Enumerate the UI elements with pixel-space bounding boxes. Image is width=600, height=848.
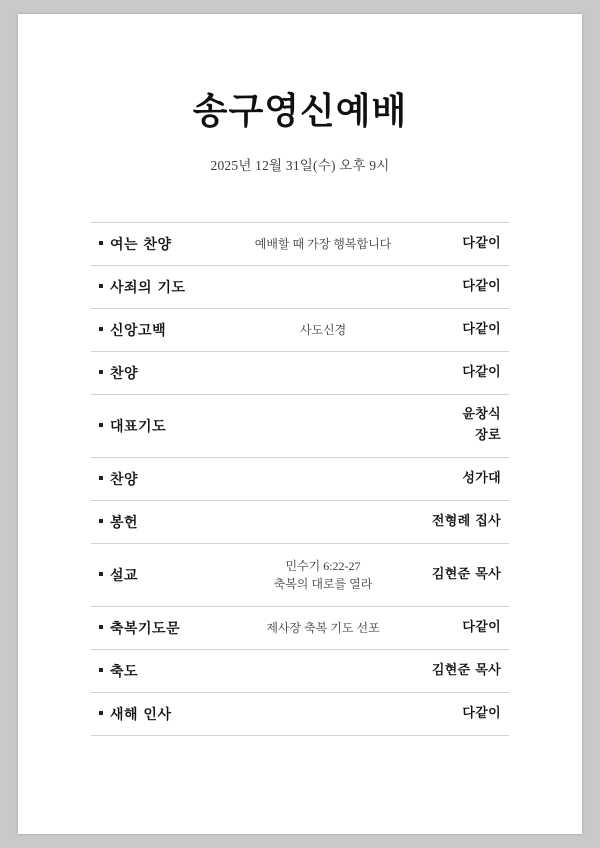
- table-row: [91, 352, 509, 395]
- order-label: 찬양: [110, 471, 139, 488]
- order-cell: [91, 618, 241, 638]
- person-cell: [405, 405, 509, 445]
- square-bullet-icon: [99, 284, 103, 288]
- order-cell: [91, 469, 241, 489]
- note-line: 제사장 축복 기도 선포: [266, 620, 380, 635]
- person-line: 김현준 목사: [431, 662, 501, 678]
- note-cell: [241, 667, 405, 675]
- person-cell: [405, 277, 509, 297]
- note-cell: [241, 422, 405, 430]
- note-cell: [241, 553, 405, 597]
- person-cell: [405, 618, 509, 638]
- person-line: 장로: [475, 427, 501, 443]
- note-cell: [241, 615, 405, 641]
- page-title: 송구영신예배: [192, 90, 408, 132]
- order-label: 축복기도문: [110, 620, 181, 637]
- note-line: 민수기 6:22-27: [285, 558, 361, 573]
- table-row: [91, 395, 509, 458]
- table-row: [91, 650, 509, 693]
- person-line: 다같이: [462, 705, 501, 721]
- person-line: 다같이: [462, 364, 501, 380]
- note-cell: [241, 369, 405, 377]
- person-cell: [405, 363, 509, 383]
- person-line: 다같이: [462, 321, 501, 337]
- table-row: [91, 222, 509, 266]
- person-cell: [405, 320, 509, 340]
- order-label: 축도: [110, 663, 139, 680]
- order-label: 찬양: [110, 365, 139, 382]
- note-cell: [241, 475, 405, 483]
- square-bullet-icon: [99, 370, 103, 374]
- square-bullet-icon: [99, 668, 103, 672]
- order-label: 대표기도: [110, 418, 167, 435]
- square-bullet-icon: [99, 519, 103, 523]
- note-cell: [241, 710, 405, 718]
- order-label: 봉헌: [110, 514, 139, 531]
- person-cell: [405, 565, 509, 585]
- note-cell: [241, 518, 405, 526]
- person-line: 다같이: [462, 278, 501, 294]
- person-cell: [405, 704, 509, 724]
- document-subtitle: 2025년 12월 31일(수) 오후 9시: [210, 157, 390, 173]
- table-row: [91, 501, 509, 544]
- order-cell: [91, 704, 241, 724]
- person-line: 전형례 집사: [431, 513, 501, 529]
- table-row: [91, 266, 509, 309]
- table-row: [91, 458, 509, 501]
- order-cell: [91, 277, 241, 297]
- order-label: 여는 찬양: [110, 236, 172, 253]
- square-bullet-icon: [99, 476, 103, 480]
- person-cell: [405, 661, 509, 681]
- square-bullet-icon: [99, 625, 103, 629]
- document-header: [18, 14, 582, 174]
- person-cell: [405, 234, 509, 254]
- document-page: [18, 14, 582, 834]
- order-label: 신앙고백: [110, 322, 167, 339]
- note-cell: [241, 283, 405, 291]
- order-cell: [91, 416, 241, 436]
- person-line: 다같이: [462, 235, 501, 251]
- order-cell: [91, 512, 241, 532]
- note-cell: [241, 231, 405, 257]
- note-line: 사도신경: [299, 322, 347, 337]
- order-cell: [91, 661, 241, 681]
- person-line: 성가대: [462, 470, 501, 486]
- square-bullet-icon: [99, 327, 103, 331]
- table-row: [91, 544, 509, 607]
- table-row: [91, 693, 509, 736]
- person-line: 다같이: [462, 619, 501, 635]
- order-cell: [91, 363, 241, 383]
- person-line: 윤창식: [462, 407, 501, 423]
- order-cell: [91, 565, 241, 585]
- note-line: 축복의 대로를 열라: [273, 576, 373, 591]
- person-cell: [405, 512, 509, 532]
- square-bullet-icon: [99, 241, 103, 245]
- note-line: 예배할 때 가장 행복합니다: [254, 236, 392, 251]
- program-table: [91, 222, 509, 736]
- order-cell: [91, 234, 241, 254]
- person-cell: [405, 469, 509, 489]
- square-bullet-icon: [99, 711, 103, 715]
- table-row: [91, 309, 509, 352]
- order-label: 설교: [110, 567, 139, 584]
- table-row: [91, 607, 509, 650]
- order-cell: [91, 320, 241, 340]
- note-cell: [241, 317, 405, 343]
- square-bullet-icon: [99, 572, 103, 576]
- person-line: 김현준 목사: [431, 566, 501, 582]
- order-label: 사죄의 기도: [110, 279, 186, 296]
- square-bullet-icon: [99, 423, 103, 427]
- order-label: 새해 인사: [110, 706, 172, 723]
